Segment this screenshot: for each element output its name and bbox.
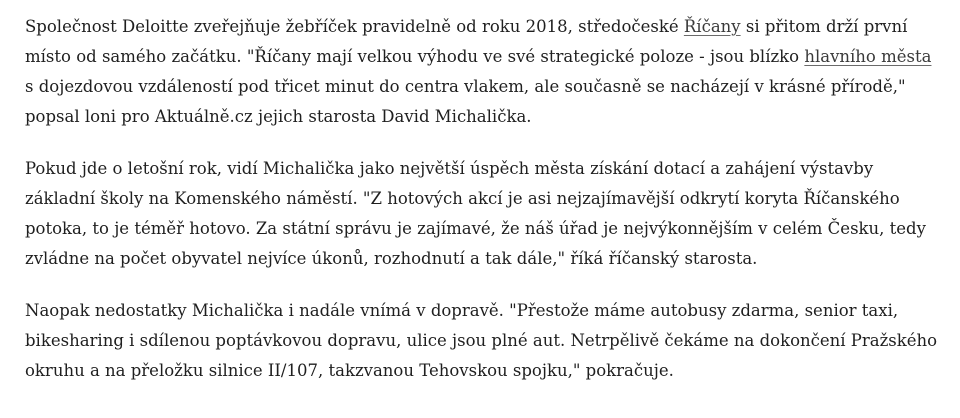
paragraph-2: Pokud jde o letošní rok, vidí Michalička jako největší úspěch města získání dotací a zahájení výstavby základní školy na Komenského náměstí. "Z hotových akcí je asi nejzajímavější odkrytí koryta Říčanského potoka, to je téměř hotovo. Za státní správu je zajímavé, že náš úřad je nejvýkonnějším v celém Česku, tedy zvládne na počet obyvatel nejvíce úkonů, rozhodnutí a tak dále," říká říčanský starosta. [25, 159, 926, 268]
link-hlavni-mesto[interactable]: hlavního města [804, 47, 932, 66]
paragraph-3: Naopak nedostatky Michalička i nadále vnímá v dopravě. "Přestože máme autobusy zdarma, senior taxi, bikesharing i sdílenou poptávkovou dopravu, ulice jsou plné aut. Netrpělivě čekáme na dokončení Pražského okruhu a na přeložku silnice II/107, takzvanou Tehovskou spojku," pokračuje. [25, 301, 938, 380]
link-ricany[interactable]: Říčany [683, 17, 741, 36]
paragraph-1-text-start: Společnost Deloitte zveřejňuje žebříček pravidelně od roku 2018, středočeské [25, 17, 684, 36]
paragraph-1 [25, 12, 940, 132]
paragraph-1-text-end: s dojezdovou vzdáleností pod třicet minut do centra vlakem, ale současně se nacházejí v krásné přírodě," popsal loni pro Aktuálně.cz jejich starosta David Michalička. [25, 77, 906, 126]
article-body [25, 12, 940, 408]
paragraph-1-text-middle: si přitom drží první místo od samého začátku. "Říčany mají velkou výhodu ve své strategické poloze - jsou blízko [25, 17, 908, 66]
